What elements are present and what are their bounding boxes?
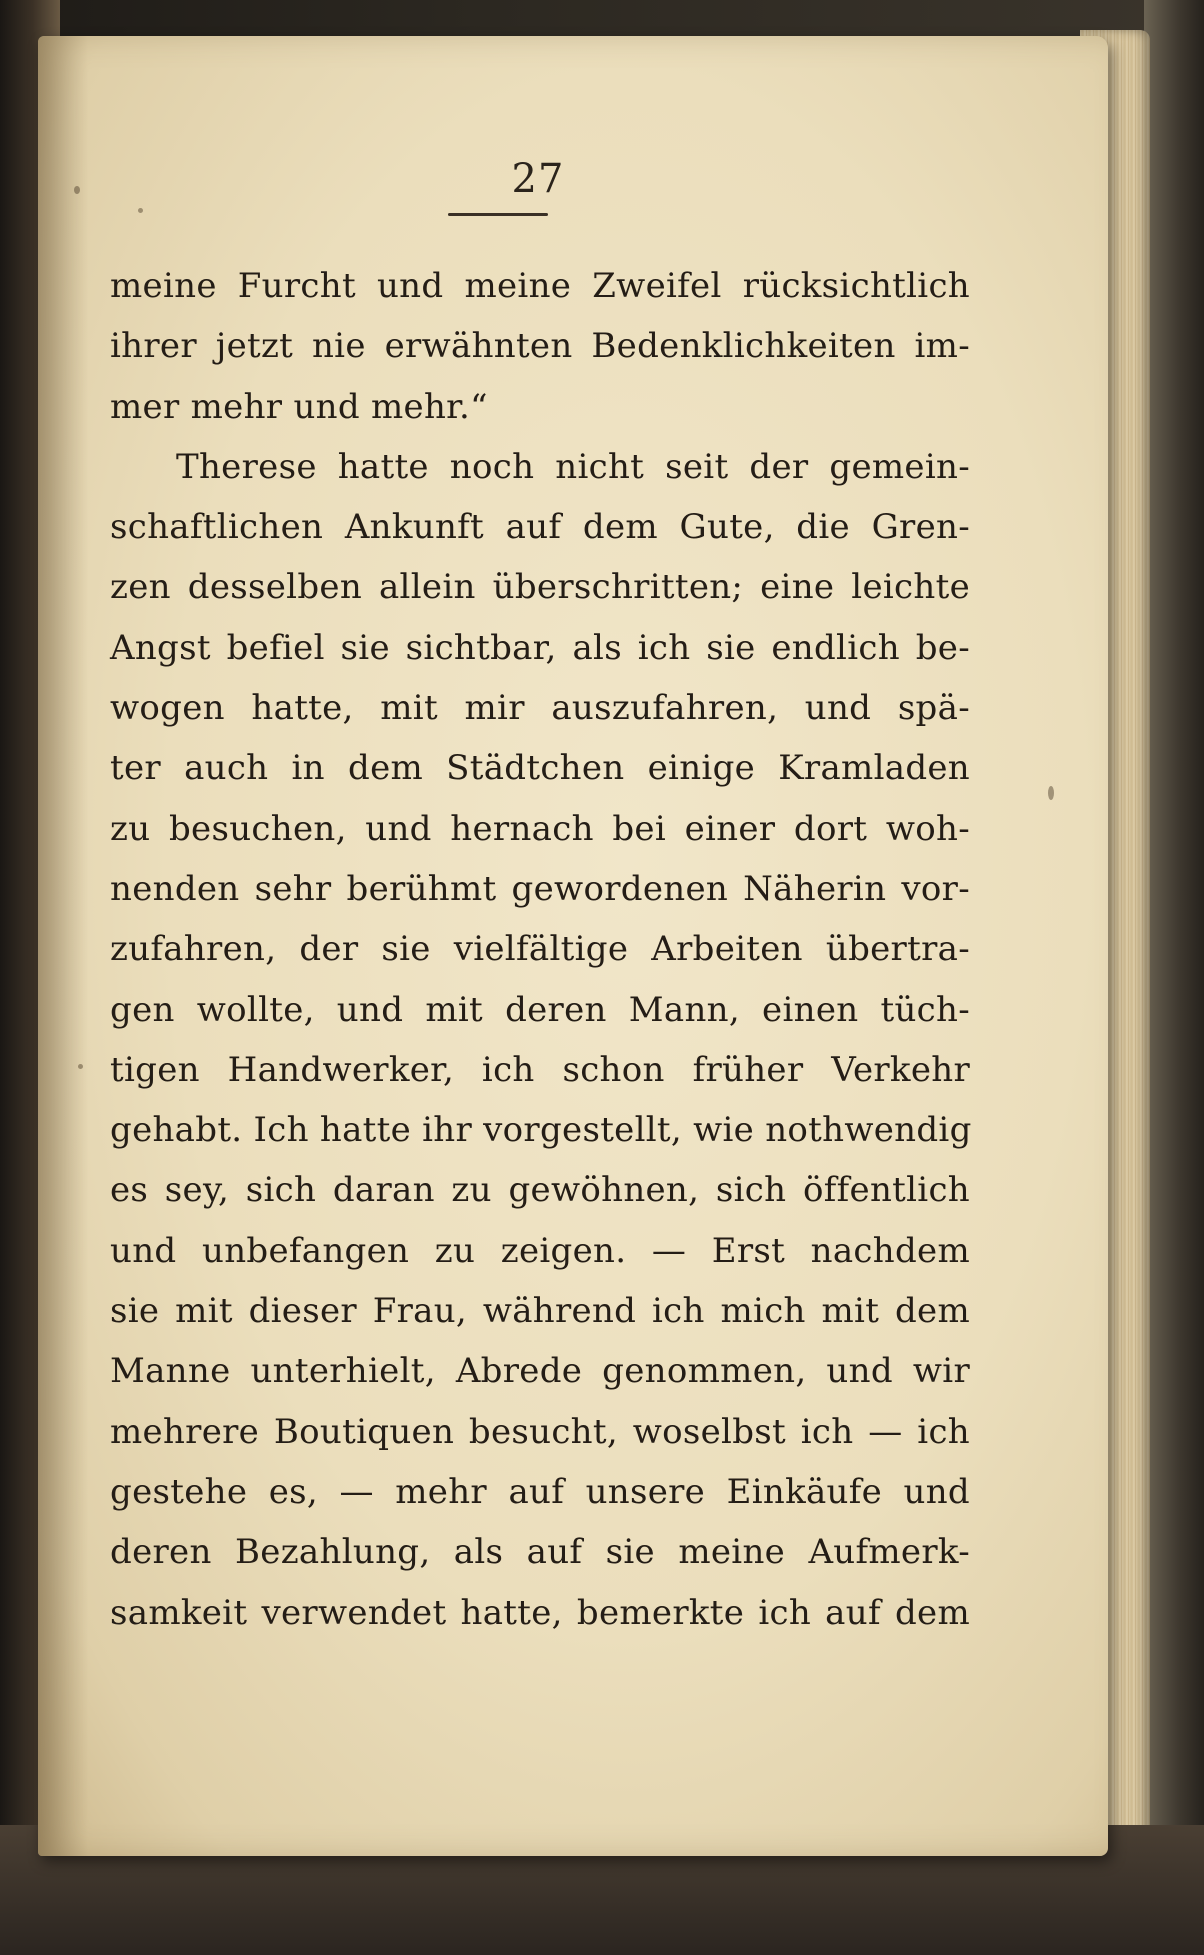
paper-speck — [78, 1064, 83, 1069]
page-number: 27 — [511, 156, 565, 202]
paper-speck — [74, 186, 80, 194]
paper-speck — [138, 208, 143, 213]
text-line: zufahren, der sie vielfältige Arbeiten übertra- — [110, 929, 970, 970]
text-line: tigen Handwerker, ich schon früher Verkehr — [110, 1049, 970, 1090]
text-line: gen wollte, und mit deren Mann, einen tüch- — [110, 989, 970, 1030]
text-line: deren Bezahlung, als auf sie meine Aufmerk- — [110, 1532, 970, 1573]
book-cover-edge — [1144, 0, 1204, 1955]
text-line: wogen hatte, mit mir auszufahren, und spä- — [110, 688, 970, 729]
text-line: zen desselben allein überschritten; eine leichte — [110, 567, 970, 608]
gutter-shadow — [38, 36, 88, 1856]
text-line: es sey, sich daran zu gewöhnen, sich öffentlich — [110, 1170, 970, 1211]
text-line: samkeit verwendet hatte, bemerkte ich auf dem — [110, 1592, 970, 1633]
text-line: schaftlichen Ankunft auf dem Gute, die Gren- — [110, 507, 970, 548]
text-line: ter auch in dem Städtchen einige Kramladen — [110, 748, 970, 789]
text-line: zu besuchen, und hernach bei einer dort woh- — [110, 808, 970, 849]
text-line: sie mit dieser Frau, während ich mich mit dem — [110, 1291, 970, 1332]
text-line: gestehe es, — mehr auf unsere Einkäufe und — [110, 1471, 970, 1512]
text-line: nenden sehr berühmt gewordenen Näherin vor- — [110, 868, 970, 909]
text-line: gehabt. Ich hatte ihr vorgestellt, wie nothwendig — [110, 1110, 972, 1151]
text-line: mer mehr und mehr.“ — [110, 386, 488, 427]
paper-speck — [1048, 786, 1054, 800]
header-rule — [448, 213, 548, 216]
text-line: meine Furcht und meine Zweifel rücksichtlich — [110, 266, 970, 306]
text-line: ihrer jetzt nie erwähnten Bedenklichkeiten im- — [110, 326, 970, 367]
text-line: und unbefangen zu zeigen. — Erst nachdem — [110, 1230, 970, 1271]
text-line: Manne unterhielt, Abrede genommen, und wir — [110, 1351, 970, 1392]
text-line: mehrere Boutiquen besucht, woselbst ich — ich — [110, 1411, 970, 1452]
book-page — [38, 36, 1108, 1856]
text-line: Therese hatte noch nicht seit der gemein- — [176, 446, 970, 487]
body-text — [110, 256, 970, 1643]
text-line: Angst befiel sie sichtbar, als ich sie endlich be- — [110, 627, 970, 668]
